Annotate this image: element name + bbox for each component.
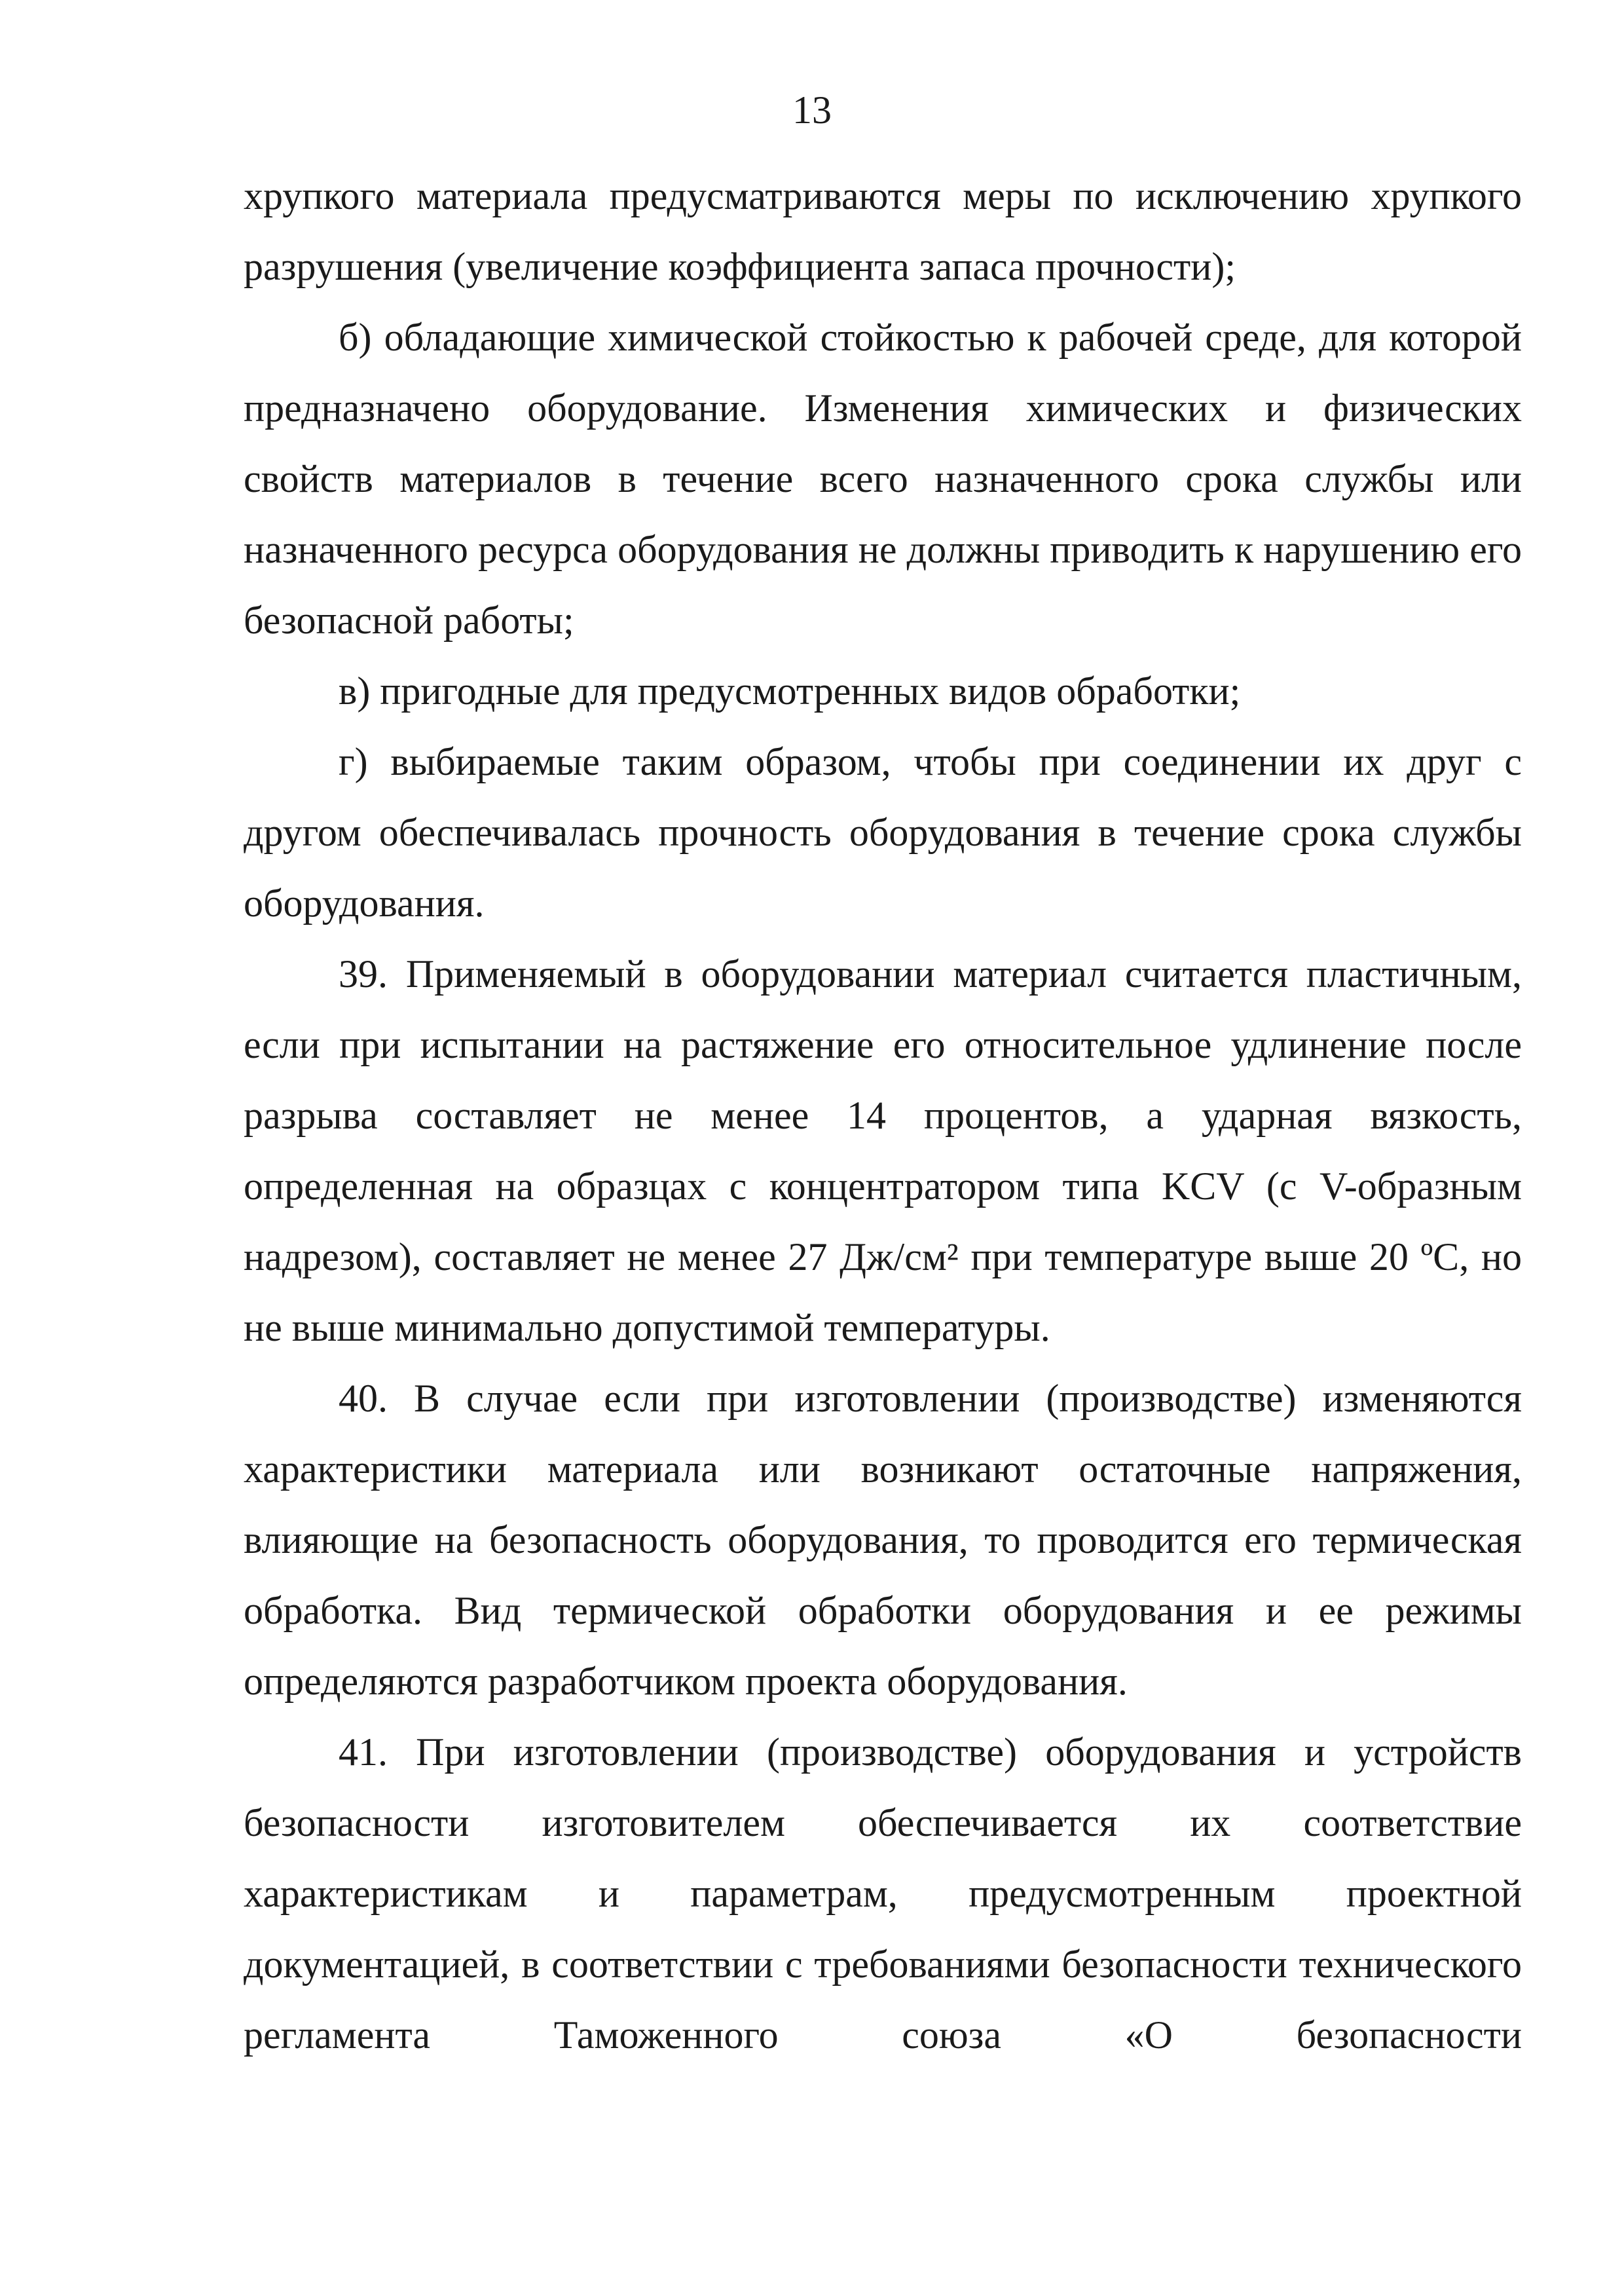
- paragraph-item-b: б) обладающие химической стойкостью к рабочей среде, для которой предназначено оборудование. Изменения химических и физических свойств материалов в течение всего назначенного срока службы или назначенного ресурса оборудования не должны приводить к нарушению его безопасной работы;: [244, 316, 1522, 642]
- paragraph-39: 39. Применяемый в оборудовании материал считается пластичным, если при испытании на растяжение его относительное удлинение после разрыва составляет не менее 14 процентов, а ударная вязкость, определенная на образцах с концентратором типа KCV (с V-образным надрезом), составляет не менее 27 Дж/см² при температуре выше 20 ºС, но не выше минимально допустимой температуры.: [244, 952, 1522, 1349]
- paragraph-40: 40. В случае если при изготовлении (производстве) изменяются характеристики материала или возникают остаточные напряжения, влияющие на безопасность оборудования, то проводится его термическая обработка. Вид термической обработки оборудования и ее режимы определяются разработчиком проекта оборудования.: [244, 1377, 1522, 1703]
- paragraph-41: 41. При изготовлении (производстве) оборудования и устройств безопасности изготовителем обеспечивается их соответствие характеристикам и параметрам, предусмотренным проектной документацией, в соответствии с требованиями безопасности технического регламента Таможенного союза «О безопасности: [244, 1730, 1522, 2057]
- document-body: [244, 160, 1522, 2070]
- paragraph-continuation: хрупкого материала предусматриваются меры по исключению хрупкого разрушения (увеличение коэффициента запаса прочности);: [244, 174, 1522, 288]
- paragraph-item-g: г) выбираемые таким образом, чтобы при соединении их друг с другом обеспечивалась прочность оборудования в течение срока службы оборудования.: [244, 740, 1522, 925]
- page-number: 13: [792, 88, 832, 132]
- paragraph-item-v: в) пригодные для предусмотренных видов обработки;: [339, 669, 1241, 713]
